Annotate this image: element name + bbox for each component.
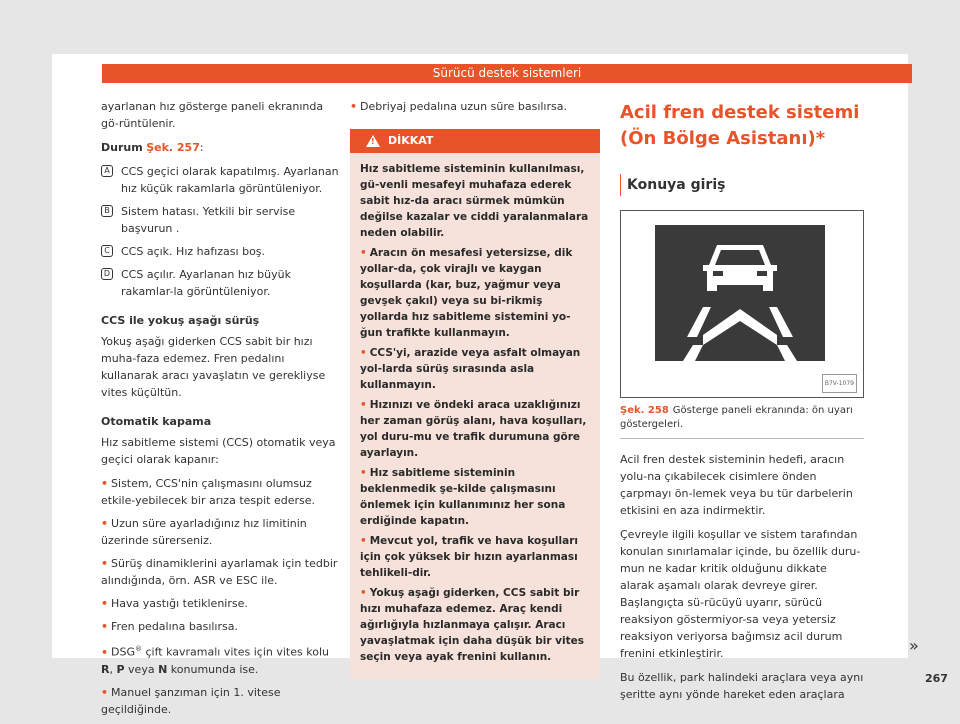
warning-item-text: Mevcut yol, trafik ve hava koşulları için çok yüksek bir hızın ayarlanması tehlikeli-dir. (360, 535, 578, 579)
legend-text-c: CCS açık. Hız hafızası boş. (121, 245, 266, 258)
warning-item-text: Aracın ön mesafesi yetersizse, dik yollar-da, çok virajlı ve kaygan koşullarda (kar, buz, yağmur veya gevşek çakıl) veya su bi-rikmiş yollarda hız sabitleme sistemini yo-ğun trafikte kullanmayın. (360, 247, 573, 339)
warning-title: DİKKAT (388, 134, 434, 147)
list-item-text: Hava yastığı tetiklenirse. (111, 597, 248, 610)
bullet-dot: • (360, 535, 367, 547)
bullet-dot: • (360, 347, 367, 359)
paragraph-3: Bu özellik, park halindeki araçlara veya aynı şeritte aynı yönde hareket eden araçlara (620, 671, 864, 701)
gear-r: R (101, 662, 110, 676)
list-item-dsg (101, 641, 341, 678)
warning-intro: Hız sabitleme sisteminin kullanılması, gü-venli mesafeyi muhafaza ederek sabit hız-da aracı sürmek mümkün değilse kazalar ve ciddi yaralanmalara neden olabilir. (360, 163, 589, 239)
paragraph-1: Acil fren destek sisteminin hedefi, aracın yolu-na çıkabilecek cisimlere önden çarpmayı ön-lemek veya bu tür darbelerin etkisini en aza indirmektir. (620, 453, 853, 517)
gear-n: N (158, 662, 168, 676)
figure-ref-257[interactable]: Şek. 257 (146, 141, 200, 154)
list-item (101, 684, 341, 718)
legend-key-c: C (101, 245, 113, 257)
column-middle (350, 98, 600, 679)
warning-item-text: Hız sabitleme sisteminin beklenmedik şe-kilde çalışmasını önlemek için kullanımınız her sona erdiğinde kapatın. (360, 467, 566, 527)
caption-text: Gösterge paneli ekranında: ön uyarı göstergeleri. (620, 405, 853, 430)
registered-mark: ® (135, 645, 143, 653)
list-item-text: Sistem, CCS'nin çalışmasını olumsuz etkile-yebilecek bir arıza tespit ederse. (101, 477, 316, 507)
durum-label: Durum (101, 141, 143, 154)
legend-text-b: Sistem hatası. Yetkili bir servise başvurun . (121, 205, 296, 235)
legend-item-c (101, 243, 341, 260)
warning-body (350, 153, 600, 679)
dsg-sep: , (109, 662, 117, 676)
legend-key-d: D (101, 268, 113, 280)
bullet-dot: • (101, 645, 109, 659)
bullet-dot: • (360, 587, 367, 599)
column-left (101, 98, 341, 724)
page-number: 267 (925, 672, 948, 685)
list-item (350, 98, 600, 115)
bullet-dot: • (101, 557, 109, 570)
bullet-dot: • (101, 517, 109, 530)
bullet-dot: • (360, 247, 367, 259)
legend-text-a: CCS geçici olarak kapatılmış. Ayarlanan hız küçük rakamlarla görüntüleniyor. (121, 165, 339, 195)
figure-ref-258[interactable]: Şek. 258 (620, 405, 669, 416)
bullet-dot: • (360, 399, 367, 411)
bullet-dot: • (360, 467, 367, 479)
dsg-text-4: konumunda ise. (167, 662, 259, 676)
column-right (620, 98, 864, 710)
list-item-text: Debriyaj pedalına uzun süre basılırsa. (360, 100, 567, 113)
list-item-text: Fren pedalına basılırsa. (111, 620, 238, 633)
list-item (101, 515, 341, 549)
list-item (101, 618, 341, 635)
legend-key-a: A (101, 165, 113, 177)
page (52, 54, 948, 716)
continue-arrow-icon: » (909, 636, 919, 655)
gear-p: P (116, 662, 125, 676)
durum-colon: : (199, 141, 204, 154)
warning-item-text: Hızınızı ve öndeki araca uzaklığınızı her zaman görüş alanı, hava koşulları, yol duru-mu ve trafik durumuna göre ayarlayın. (360, 399, 587, 459)
warning-item (360, 585, 590, 665)
car-warning-icon (655, 225, 825, 361)
legend-item-a (101, 163, 341, 197)
warning-triangle-icon: ! (366, 135, 380, 147)
list-item (101, 555, 341, 589)
intro-text: ayarlanan hız gösterge paneli ekranında gö-rüntülenir. (101, 100, 324, 130)
figure-code: B7V-1079 (822, 374, 857, 393)
list-item-text: Uzun süre ayarladığınız hız limitinin üzerinde sürerseniz. (101, 517, 307, 547)
warning-item (360, 345, 590, 393)
bullet-dot: • (101, 597, 109, 610)
subsection-title: Konuya giriş (620, 174, 864, 196)
dsg-text-2: çift kavramalı vites için vites kolu (142, 645, 329, 659)
downhill-text: Yokuş aşağı giderken CCS sabit bir hızı muha-faza edemez. Fren pedalını kullanarak aracı yavaşlatın ve gerekliyse vites küçültün. (101, 335, 326, 399)
heading-downhill: CCS ile yokuş aşağı sürüş (101, 314, 260, 327)
dsg-text: DSG (111, 645, 136, 659)
warning-item (360, 533, 590, 581)
figure-258 (620, 210, 864, 398)
list-item-text: Manuel şanzıman için 1. vitese geçildiğinde. (101, 685, 281, 716)
warning-item-text: Yokuş aşağı giderken, CCS sabit bir hızı muhafaza edemez. Araç kendi ağırlığıyla hızlanmaya çalışır. Aracı yavaşlatmak için daha düşük bir vites seçin veya ayak frenini kullanın. (360, 587, 584, 663)
legend-item-d (101, 266, 341, 300)
dsg-text-3: veya (124, 662, 159, 676)
bullet-dot: • (101, 620, 109, 633)
warning-item (360, 465, 590, 529)
heading-auto-off: Otomatik kapama (101, 415, 212, 428)
figure-caption (620, 404, 864, 439)
warning-item (360, 245, 590, 341)
warning-item-text: CCS'yi, arazide veya asfalt olmayan yol-larda sürüş sırasında asla kullanmayın. (360, 347, 581, 391)
list-item-text: Sürüş dinamiklerini ayarlamak için tedbir alındığında, örn. ASR ve ESC ile. (101, 557, 338, 587)
paragraph-2: Çevreyle ilgili koşullar ve sistem tarafından konulan sınırlamalar içinde, bu özellik duru-mun ne kadar kritik olduğunu dikkate alarak aşamalı olarak devreye girer. Başlangıçta sü-rücüyü uyarır, sürücü reaksiyon göstermiyor-sa veya yetersiz reaksiyon veriyorsa bağımsız acil durum frenini etkinleştirir. (620, 528, 861, 660)
warning-box (350, 129, 600, 679)
bullet-dot: • (350, 100, 358, 113)
warning-item (360, 397, 590, 461)
warning-header (350, 129, 600, 153)
bullet-dot: • (101, 477, 109, 490)
list-item (101, 475, 341, 509)
legend-text-d: CCS açılır. Ayarlanan hız büyük rakamlar-la görüntüleniyor. (121, 268, 291, 298)
list-item (101, 595, 341, 612)
legend-key-b: B (101, 205, 113, 217)
bullet-dot: • (101, 685, 109, 699)
durum-line (101, 139, 341, 156)
section-header: Sürücü destek sistemleri (102, 64, 912, 83)
section-title: Acil fren destek sistemi (Ön Bölge Asistanı)* (620, 102, 860, 149)
auto-off-text: Hız sabitleme sistemi (CCS) otomatik veya geçici olarak kapanır: (101, 436, 336, 466)
legend-item-b (101, 203, 341, 237)
dashboard-display (655, 225, 825, 361)
